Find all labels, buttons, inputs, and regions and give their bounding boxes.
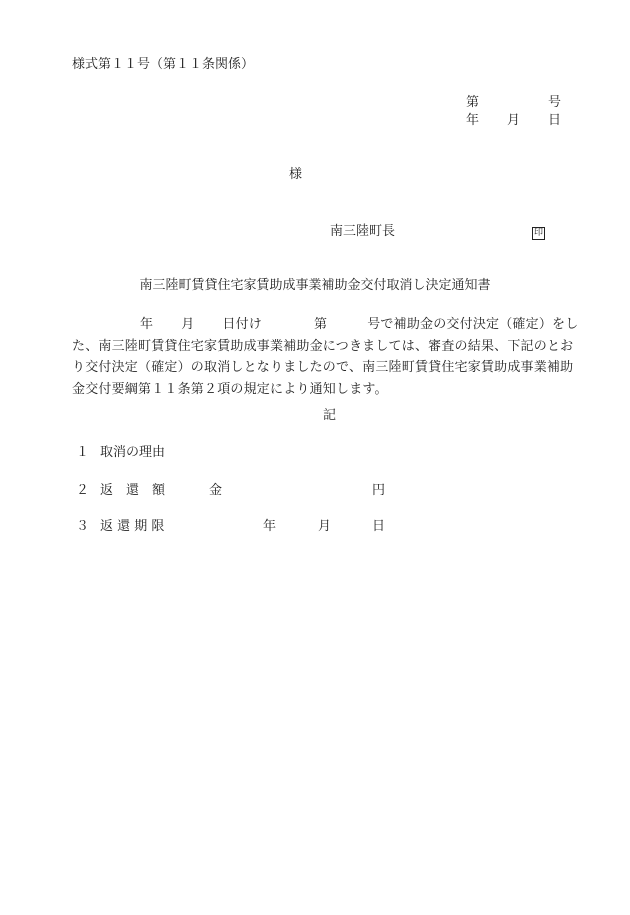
body-line-4: 金交付要綱第１１条第２項の規定により通知します。 (72, 381, 388, 397)
doc-number-dai: 第 (466, 95, 480, 110)
seal-glyph: 印 (533, 228, 543, 238)
body-paragraph (72, 314, 590, 400)
item-1-label: 取消の理由 (100, 445, 166, 460)
recipient-suffix: 様 (289, 167, 303, 182)
body-line-1-rest: 号で補助金の交付決定（確定）をし (367, 317, 579, 332)
item-3-hi: 日 (372, 519, 386, 534)
body-hizuke: 日付け (222, 317, 263, 332)
doc-date-tsuki: 月 (507, 113, 521, 128)
seal-mark (532, 224, 545, 240)
doc-date-hi: 日 (548, 113, 562, 128)
item-1-number: １ (76, 445, 90, 460)
item-3-tsuki: 月 (318, 519, 332, 534)
item-2-number: ２ (76, 483, 90, 498)
item-3-number: ３ (76, 519, 90, 534)
body-line-3: り交付決定（確定）の取消しとなりましたので、南三陸町賃貸住宅家賃助成事業補助 (72, 360, 574, 375)
item-2-kin: 金 (209, 483, 223, 498)
body-nen: 年 (140, 317, 154, 332)
item-2-yen: 円 (372, 483, 386, 498)
item-3-label: 返 還 期 限 (100, 519, 165, 534)
body-dai: 第 (314, 317, 328, 332)
doc-number-go: 号 (548, 95, 562, 110)
body-line-2: た、南三陸町賃貸住宅家賃助成事業補助金につきましては、審査の結果、下記のとお (72, 338, 574, 354)
issuer-name: 南三陸町長 (330, 224, 396, 239)
doc-date-nen: 年 (466, 113, 480, 128)
body-tsuki: 月 (181, 317, 195, 332)
form-label: 様式第１１号（第１１条関係） (72, 57, 255, 72)
document-title: 南三陸町賃貸住宅家賃助成事業補助金交付取消し決定通知書 (139, 278, 491, 293)
body-line-1 (72, 314, 590, 336)
ki-heading: 記 (323, 408, 337, 423)
item-3-nen: 年 (263, 519, 277, 534)
item-2-label: 返 還 額 (100, 483, 166, 498)
